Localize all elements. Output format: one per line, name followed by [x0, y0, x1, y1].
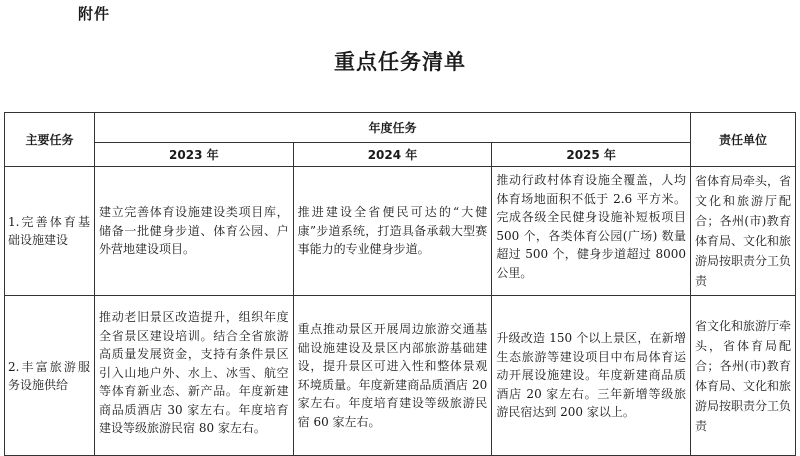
header-owner: 责任单位: [691, 113, 796, 167]
owner-cell: 省体育局牵头，省文化和旅游厅配合；各州(市)教育体育局、文化和旅游局按职责分工负责: [691, 167, 796, 296]
task-2025-cell: 推动行政村体育设施全覆盖，人均体育场地面积不低于 2.6 平方米。完成各级全民健身设施补短板项目 500 个，各类体育公园(广场) 数量超过 500 个，健身步道超过 8000 公里。: [492, 167, 691, 296]
task-2024-cell: 推进建设全省便民可达的“大健康”步道系统，打造具备承载大型赛事能力的专业健身步道。: [293, 167, 492, 296]
task-2023-cell: 建立完善体育设施建设类项目库，储备一批健身步道、体育公园、户外营地建设项目。: [95, 167, 294, 296]
header-2025: 2025 年: [492, 143, 691, 167]
table-subheader-row: [5, 143, 796, 167]
document-title: 重点任务清单: [334, 50, 466, 74]
header-yearly-tasks: 年度任务: [95, 113, 691, 143]
task-cell: 1.完善体育基础设施建设: [5, 167, 95, 296]
task-2024-cell: 重点推动景区开展周边旅游交通基础设施建设及景区内部旅游基础建设，提升景区可进入性和整体景观环境质量。年度新建商品质酒店 20 家左右。年度培育建设等级旅游民宿 60 家左右。: [293, 296, 492, 456]
task-cell: 2.丰富旅游服务设施供给: [5, 296, 95, 456]
owner-cell: 省文化和旅游厅牵头，省体育局配合；各州(市)教育体育局、文化和旅游局按职责分工负责: [691, 296, 796, 456]
table-header-row: [5, 113, 796, 143]
task-table: [4, 112, 796, 456]
header-main-task: 主要任务: [5, 113, 95, 167]
header-2024: 2024 年: [293, 143, 492, 167]
header-2023: 2023 年: [95, 143, 294, 167]
task-2023-cell: 推动老旧景区改造提升，组织年度全省景区建设培训。结合全省旅游高质量发展资金，支持有条件景区引入山地户外、水上、冰雪、航空等体育新业态、新产品。年度新建商品质酒店 30 家左右。年度培育建设等级旅游民宿 80 家左右。: [95, 296, 294, 456]
table-row: [5, 296, 796, 456]
attachment-label: 附件: [78, 5, 111, 23]
task-2025-cell: 升级改造 150 个以上景区，在新增生态旅游等建设项目中布局体育运动开展设施建设。年度新建商品质酒店 20 家左右。三年新增等级旅游民宿达到 200 家以上。: [492, 296, 691, 456]
table-row: [5, 167, 796, 296]
